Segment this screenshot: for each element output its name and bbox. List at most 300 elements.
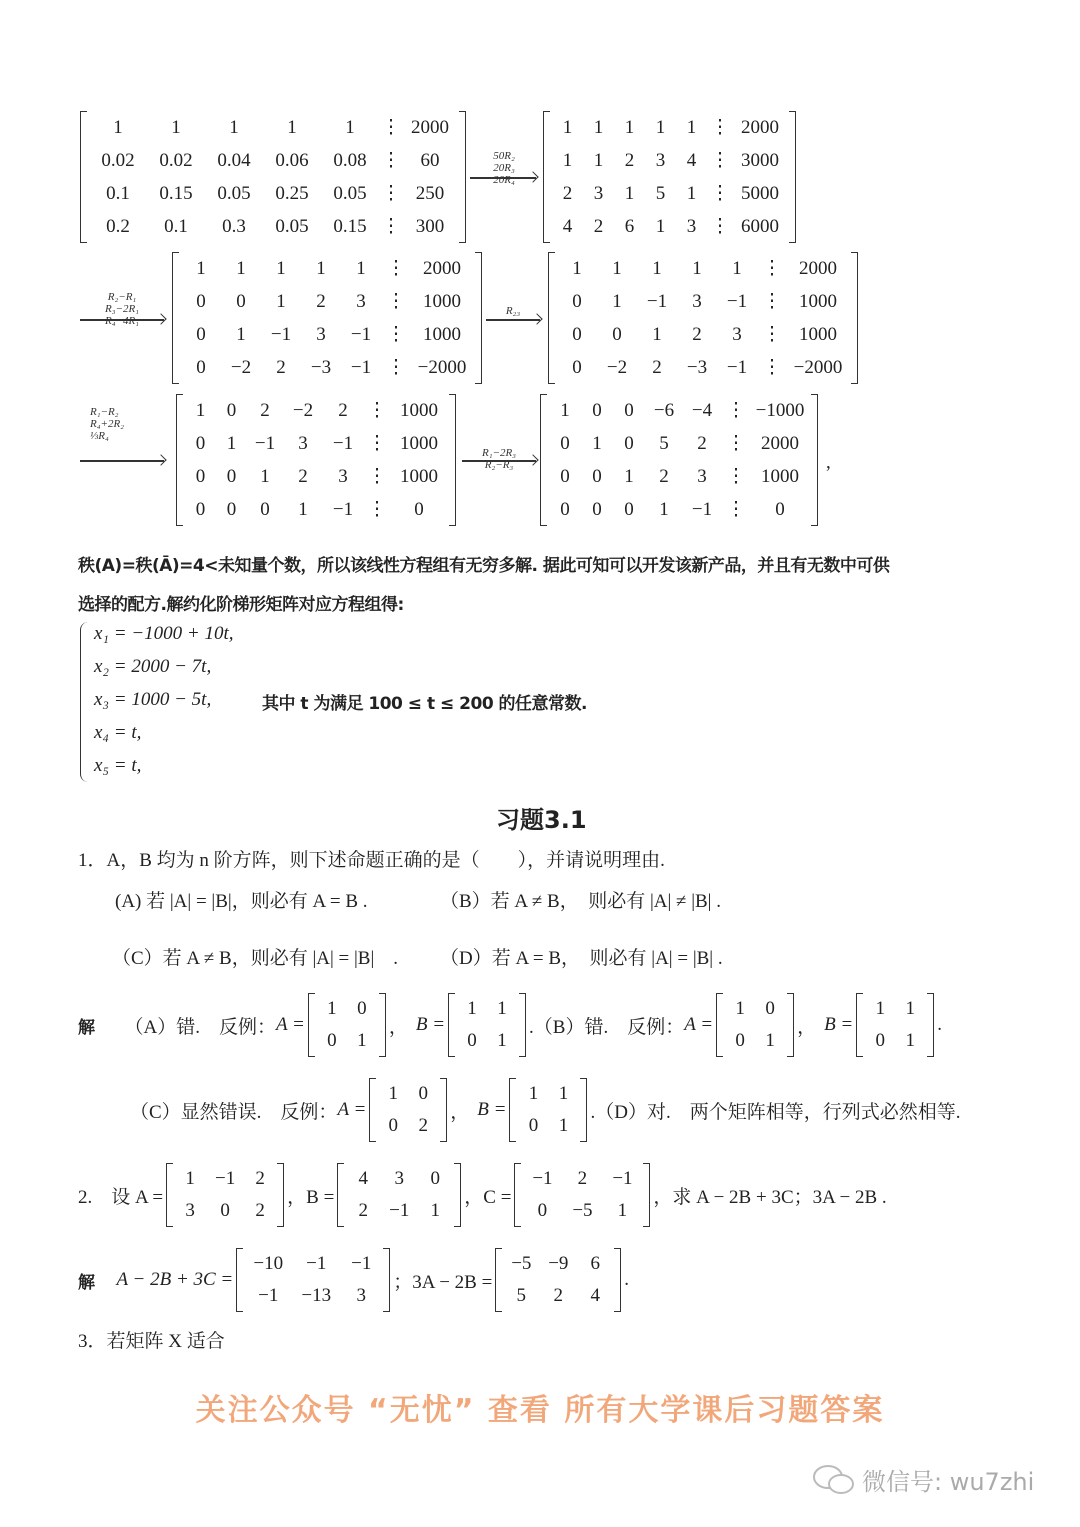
equation: x₂ = 2000 − 7t, xyxy=(94,656,212,677)
matrix-cell: 0 xyxy=(592,465,602,487)
matrix-cell: 0 xyxy=(260,498,270,520)
text: 2. 设 A = xyxy=(78,1186,164,1208)
matrix-cell: 1 xyxy=(593,116,604,138)
matrix-separator: ⋮ xyxy=(381,150,401,171)
matrix-cell: 0 xyxy=(220,1200,230,1221)
matrix-cell: 0 xyxy=(612,323,622,345)
matrix-cell: 1 xyxy=(287,116,297,138)
matrix-cell: −3 xyxy=(686,356,708,378)
matrix-cell: 2 xyxy=(418,1115,429,1136)
option-c: （C）若 A ≠ B，则必有 |A| = |B| . xyxy=(112,948,399,969)
matrix-cell: 0 xyxy=(418,1083,429,1104)
section-title: 习题3.1 xyxy=(496,806,587,834)
matrix-cell: 0 xyxy=(195,465,206,487)
matrix-cell: 2 xyxy=(255,1200,265,1221)
matrix-cell: 1 xyxy=(686,182,697,204)
wechat-icon xyxy=(812,1464,856,1496)
matrix-cell: 1 xyxy=(624,182,635,204)
matrix-separator: ⋮ xyxy=(726,433,746,454)
matrix-cell: 2 xyxy=(593,215,604,237)
matrix-cell: 0.04 xyxy=(217,149,251,171)
matrix-cell: 0.05 xyxy=(333,182,367,204)
matrix-cell: 1 xyxy=(357,1030,367,1051)
matrix-cell: 1 xyxy=(624,465,634,487)
matrix-cell: 1 xyxy=(171,116,181,138)
matrix-cell: 2 xyxy=(255,1168,265,1189)
matrix-cell: 1 xyxy=(276,257,286,279)
matrix-cell: 0 xyxy=(875,1030,886,1051)
matrix-cell: −1 xyxy=(270,323,292,345)
matrix-step2 xyxy=(172,252,482,384)
matrix-cell: 0 xyxy=(624,498,634,520)
matrix-cell: 3 xyxy=(356,290,366,312)
arrow-label xyxy=(474,150,534,186)
text: B = xyxy=(415,1014,446,1035)
row-operation: R₄+2R₂ xyxy=(90,418,125,430)
trailing-comma: , xyxy=(826,452,831,473)
matrix-cell: −5 xyxy=(572,1200,593,1221)
matrix-separator: ⋮ xyxy=(386,291,406,312)
matrix-cell: 0 xyxy=(624,399,634,421)
matrix-cell: 6 xyxy=(624,215,635,237)
matrix-cell: 3 xyxy=(732,323,742,345)
matrix-cell: 1 xyxy=(572,257,582,279)
matrix-cell: 2 xyxy=(659,465,669,487)
matrix-cell: 5 xyxy=(659,432,669,454)
matrix-cell: −1 xyxy=(332,432,354,454)
matrix-cell: 2 xyxy=(562,182,573,204)
matrix-cell: 1 xyxy=(226,432,237,454)
matrix-separator: ⋮ xyxy=(762,291,782,312)
matrix-separator: ⋮ xyxy=(381,117,401,138)
matrix-separator: ⋮ xyxy=(367,400,387,421)
matrix-cell: −2 xyxy=(230,356,252,378)
matrix-separator: ⋮ xyxy=(762,258,782,279)
matrix-separator: ⋮ xyxy=(367,499,387,520)
matrix-cell: 0.05 xyxy=(217,182,251,204)
text: A = xyxy=(684,1014,714,1035)
text: A = xyxy=(275,1014,305,1035)
equation: x₃ = 1000 − 5t, xyxy=(94,689,212,710)
matrix-cell: 250 xyxy=(415,182,445,204)
matrix-separator: ⋮ xyxy=(710,183,730,204)
matrix-cell: 1 xyxy=(659,498,669,520)
matrix-cell: 3000 xyxy=(741,149,779,171)
matrix-cell: 1 xyxy=(260,465,270,487)
matrix xyxy=(308,993,386,1057)
matrix-cell: 0 xyxy=(236,290,246,312)
matrix-cell: 1 xyxy=(113,116,123,138)
matrix xyxy=(509,1078,587,1142)
row-operation: 20R₃ xyxy=(493,162,515,174)
arrow-label xyxy=(90,406,150,442)
text: ；3A − 2B = xyxy=(393,1271,493,1293)
conclusion-line-2: 选择的配方.解约化阶梯形矩阵对应方程组得: xyxy=(78,595,404,615)
matrix-cell: −1 xyxy=(332,498,354,520)
matrix-cell: 1 xyxy=(236,257,246,279)
matrix-cell: −6 xyxy=(653,399,675,421)
matrix-separator: ⋮ xyxy=(726,499,746,520)
matrix-cell: 0 xyxy=(765,998,775,1019)
matrix-reduced xyxy=(540,394,818,526)
matrix-cell: 0 xyxy=(572,290,582,312)
matrix-cell: 0 xyxy=(572,323,582,345)
matrix-cell: 3 xyxy=(394,1168,405,1189)
matrix-cell: 1 xyxy=(562,149,573,171)
matrix-cell: 2000 xyxy=(741,116,779,138)
text: . xyxy=(624,1269,630,1290)
matrix-cell: −1 xyxy=(726,356,748,378)
matrix-cell: 0 xyxy=(592,498,602,520)
matrix-cell: 0.2 xyxy=(106,215,130,237)
matrix-cell: 2 xyxy=(553,1285,564,1306)
matrix-cell: 5000 xyxy=(741,182,779,204)
matrix-cell: −5 xyxy=(511,1253,532,1274)
option-d: （D）若 A = B， 则必有 |A| = |B| . xyxy=(440,948,723,969)
text: B = xyxy=(477,1099,507,1120)
question-3-stem: 3．若矩阵 X 适合 xyxy=(78,1331,225,1352)
matrix-cell: 0 xyxy=(226,465,237,487)
matrix-cell: 0.02 xyxy=(101,149,135,171)
matrix-cell: 2 xyxy=(624,149,635,171)
matrix-cell: 1 xyxy=(195,399,206,421)
solution-2 xyxy=(78,1248,629,1312)
matrix-cell: −9 xyxy=(548,1253,569,1274)
matrix-cell: 4 xyxy=(358,1168,369,1189)
row-operation: R₁−R₂ xyxy=(90,406,119,418)
row-operation: R₂−R₃ xyxy=(484,459,514,471)
matrix-cell: 1 xyxy=(356,257,366,279)
matrix-cell: −10 xyxy=(253,1253,284,1274)
matrix-cell: 2 xyxy=(697,432,707,454)
matrix-cell: 3 xyxy=(356,1285,367,1306)
matrix-cell: 0 xyxy=(572,356,582,378)
option-a: (A) 若 |A| = |B|，则必有 A = B . xyxy=(115,891,368,912)
matrix-cell: 0.08 xyxy=(333,149,367,171)
matrix-cell: 1 xyxy=(735,998,745,1019)
matrix-cell: −1 xyxy=(350,356,372,378)
matrix-cell: 5 xyxy=(516,1285,527,1306)
matrix-cell: −2000 xyxy=(417,356,467,378)
row-operation: R₂−R₁ xyxy=(107,291,137,303)
row-operation: 20R₄ xyxy=(493,174,515,186)
matrix-separator: ⋮ xyxy=(386,357,406,378)
matrix-cell: 1 xyxy=(905,998,916,1019)
matrix xyxy=(369,1078,447,1142)
matrix-cell: 1 xyxy=(652,323,662,345)
matrix-cell: −1 xyxy=(612,1168,633,1189)
matrix xyxy=(716,993,794,1057)
solution-1-cd xyxy=(130,1078,960,1142)
matrix-cell: 2000 xyxy=(799,257,837,279)
wechat-footer xyxy=(812,1462,1034,1497)
arrow-label xyxy=(495,305,531,317)
matrix-cell: −2 xyxy=(606,356,628,378)
matrix-separator: ⋮ xyxy=(381,183,401,204)
text: ，C = xyxy=(464,1186,512,1208)
matrix-cell: 0 xyxy=(196,356,206,378)
question-1-stem: 1．A，B 均为 n 阶方阵，则下述命题正确的是（ ），并请说明理由. xyxy=(78,850,665,871)
matrix-cell: 2 xyxy=(652,356,662,378)
matrix-cell: 1 xyxy=(196,257,206,279)
text: （C）显然错误. 反例： xyxy=(130,1101,338,1123)
matrix-cell: −4 xyxy=(691,399,713,421)
matrix-cell: 1 xyxy=(497,1030,507,1051)
matrix-cell: 1 xyxy=(185,1168,195,1189)
matrix-cell: 0.1 xyxy=(106,182,130,204)
matrix-cell: 4 xyxy=(562,215,573,237)
matrix-separator: ⋮ xyxy=(367,466,387,487)
left-brace xyxy=(80,622,91,782)
matrix-cell: 0 xyxy=(357,998,367,1019)
text: （A）错. 反例： xyxy=(124,1016,276,1038)
arrow-label xyxy=(90,291,154,327)
equation: x₄ = t, xyxy=(94,722,142,743)
matrix-separator: ⋮ xyxy=(762,357,782,378)
matrix-cell: 2000 xyxy=(423,257,461,279)
matrix-cell: 0 xyxy=(560,432,570,454)
matrix-cell: 3 xyxy=(298,432,308,454)
matrix-cell: 0 xyxy=(196,323,206,345)
matrix-cell: 1 xyxy=(624,116,635,138)
matrix-cell: 0 xyxy=(195,432,206,454)
matrix-cell: 1 xyxy=(655,116,666,138)
text: ，求 A − 2B + 3C；3A − 2B . xyxy=(653,1186,887,1208)
text: . xyxy=(937,1014,943,1035)
parameter-note: 其中 t 为满足 100 ≤ t ≤ 200 的任意常数. xyxy=(262,694,588,714)
matrix-cell: 1 xyxy=(229,116,239,138)
matrix-cell: −1 xyxy=(306,1253,327,1274)
matrix-cell: 1 xyxy=(316,257,326,279)
text: .（D）对. 两个矩阵相等，行列式必然相等. xyxy=(590,1101,961,1123)
matrix-cell: 1 xyxy=(875,998,886,1019)
matrix-cell: 0 xyxy=(388,1115,399,1136)
matrix-cell: −1 xyxy=(726,290,748,312)
matrix-cell: −1 xyxy=(254,432,276,454)
arrow-icon xyxy=(80,460,164,462)
row-operation: R₃−2R₁ xyxy=(104,303,139,315)
matrix-separator: ⋮ xyxy=(710,150,730,171)
matrix-cell: 0 xyxy=(592,399,602,421)
matrix-separator: ⋮ xyxy=(381,216,401,237)
matrix-cell: 2000 xyxy=(411,116,449,138)
matrix-cell: 1 xyxy=(692,257,702,279)
matrix-cell: 2 xyxy=(298,465,308,487)
text: ， xyxy=(450,1101,470,1123)
matrix-initial xyxy=(80,111,466,243)
matrix-cell: 2 xyxy=(276,356,286,378)
matrix-cell: 0.25 xyxy=(275,182,309,204)
matrix-cell: 2000 xyxy=(761,432,799,454)
matrix-cell: 3 xyxy=(316,323,326,345)
matrix-cell: 60 xyxy=(420,149,440,171)
matrix-cell: 1 xyxy=(732,257,742,279)
equation: x₅ = t, xyxy=(94,755,142,776)
matrix-cell: 1 xyxy=(276,290,286,312)
matrix-cell: 0.06 xyxy=(275,149,309,171)
matrix-cell: 6000 xyxy=(741,215,779,237)
arrow-label xyxy=(467,447,531,471)
matrix-cell: 1 xyxy=(593,149,604,171)
matrix-cell: 1 xyxy=(612,290,622,312)
matrix-cell: 1000 xyxy=(761,465,799,487)
matrix-cell: −1000 xyxy=(755,399,805,421)
row-operation: R₁−2R₃ xyxy=(481,447,516,459)
row-operation: ⅓R₄ xyxy=(90,430,109,442)
matrix-cell: 0.05 xyxy=(275,215,309,237)
matrix-cell: 1 xyxy=(612,257,622,279)
matrix-cell: 0 xyxy=(467,1030,477,1051)
text: ， xyxy=(797,1016,817,1038)
option-b: （B）若 A ≠ B， 则必有 |A| ≠ |B| . xyxy=(440,891,721,912)
matrix-cell: 0 xyxy=(775,498,785,520)
text: A = xyxy=(337,1099,367,1120)
solution-label: 解 xyxy=(78,1017,95,1038)
matrix-cell: 0.15 xyxy=(333,215,367,237)
matrix-cell: 2 xyxy=(338,399,348,421)
matrix-cell: 3 xyxy=(655,149,666,171)
matrix xyxy=(856,993,934,1057)
matrix-cell: 1 xyxy=(558,1083,569,1104)
matrix-separator: ⋮ xyxy=(762,324,782,345)
matrix-cell: 0 xyxy=(327,1030,337,1051)
matrix-cell: 0.1 xyxy=(164,215,188,237)
matrix xyxy=(448,993,526,1057)
matrix-cell: 1 xyxy=(686,116,697,138)
matrix-cell: 1 xyxy=(298,498,308,520)
matrix-cell: 1000 xyxy=(799,323,837,345)
matrix-cell: 5 xyxy=(655,182,666,204)
matrix-cell: 0 xyxy=(537,1200,548,1221)
matrix-cell: 1 xyxy=(388,1083,399,1104)
text: A − 2B + 3C = xyxy=(116,1269,234,1290)
matrix-cell: 0.3 xyxy=(222,215,246,237)
matrix-separator: ⋮ xyxy=(367,433,387,454)
wechat-id: 微信号: wu7zhi xyxy=(862,1468,1035,1496)
matrix-cell: 4 xyxy=(590,1285,601,1306)
matrix-cell: 0 xyxy=(196,290,206,312)
matrix-separator: ⋮ xyxy=(726,400,746,421)
matrix-cell: 0 xyxy=(195,498,206,520)
text: ， xyxy=(388,1016,408,1038)
matrix-cell: 1 xyxy=(467,998,477,1019)
matrix-cell: 6 xyxy=(590,1253,601,1274)
matrix-cell: 1 xyxy=(558,1115,569,1136)
row-operation: R₂₃ xyxy=(505,305,521,317)
matrix-cell: 2 xyxy=(316,290,326,312)
matrix-cell: 1000 xyxy=(423,323,461,345)
text: B = xyxy=(824,1014,854,1035)
matrix-cell: −1 xyxy=(532,1168,553,1189)
matrix-cell: 0 xyxy=(414,498,424,520)
matrix-cell: 2 xyxy=(577,1168,588,1189)
matrix-cell: 1000 xyxy=(400,399,438,421)
matrix-b xyxy=(337,1163,461,1227)
matrix-cell: 0 xyxy=(528,1115,539,1136)
conclusion-line-1: 秩(A)=秩(Ā)=4<未知量个数，所以该线性方程组有无穷多解. 据此可知可以开发该新产品，并且有无数中可供 xyxy=(78,556,890,576)
matrix-cell: 3 xyxy=(692,290,702,312)
matrix-cell: −13 xyxy=(301,1285,332,1306)
matrix-cell: 1 xyxy=(617,1200,628,1221)
matrix-cell: 0 xyxy=(226,498,237,520)
matrix-cell: −1 xyxy=(350,323,372,345)
matrix-cell: 1000 xyxy=(799,290,837,312)
matrix-cell: 2 xyxy=(692,323,702,345)
matrix-cell: 0 xyxy=(560,465,570,487)
matrix-cell: 3 xyxy=(697,465,707,487)
matrix-step1 xyxy=(543,111,796,243)
matrix-cell: 1 xyxy=(345,116,355,138)
matrix-cell: 1000 xyxy=(400,432,438,454)
matrix-answer-2 xyxy=(495,1248,621,1312)
matrix-cell: 300 xyxy=(415,215,445,237)
watermark: 关注公众号 “无忧” 查看 所有大学课后习题答案 xyxy=(195,1393,885,1428)
arrow-icon xyxy=(486,319,540,321)
question-2 xyxy=(78,1163,887,1227)
matrix-cell: −1 xyxy=(258,1285,279,1306)
matrix-cell: −1 xyxy=(351,1253,372,1274)
matrix-cell: 3 xyxy=(338,465,348,487)
matrix-cell: −2 xyxy=(292,399,314,421)
matrix-step3 xyxy=(548,252,858,384)
matrix-cell: 1 xyxy=(592,432,602,454)
matrix-cell: 4 xyxy=(686,149,697,171)
matrix-cell: −1 xyxy=(646,290,668,312)
matrix-separator: ⋮ xyxy=(726,466,746,487)
matrix-cell: 1 xyxy=(562,116,573,138)
matrix-cell: 0 xyxy=(560,498,570,520)
matrix-cell: 0 xyxy=(624,432,634,454)
matrix-cell: 2 xyxy=(358,1200,369,1221)
matrix-cell: 1 xyxy=(765,1030,775,1051)
solution-label: 解 xyxy=(78,1272,95,1293)
matrix-cell: 1000 xyxy=(423,290,461,312)
row-operation: 50R₂ xyxy=(493,150,515,162)
matrix-cell: 0.15 xyxy=(159,182,193,204)
matrix-step4 xyxy=(176,394,456,526)
matrix-cell: −1 xyxy=(691,498,713,520)
matrix-cell: 1 xyxy=(327,998,337,1019)
matrix-cell: 0.02 xyxy=(159,149,193,171)
text: .（B）错. 反例： xyxy=(529,1016,685,1038)
matrix-separator: ⋮ xyxy=(386,324,406,345)
matrix-cell: 1 xyxy=(528,1083,539,1104)
matrix-cell: −3 xyxy=(310,356,332,378)
matrix-cell: 3 xyxy=(185,1200,195,1221)
matrix-separator: ⋮ xyxy=(710,216,730,237)
row-operation: R₄−4R₁ xyxy=(104,315,139,327)
matrix-cell: 1 xyxy=(905,1030,916,1051)
matrix-separator: ⋮ xyxy=(710,117,730,138)
matrix-cell: 1 xyxy=(652,257,662,279)
matrix-cell: 1 xyxy=(236,323,246,345)
matrix-c xyxy=(514,1163,650,1227)
matrix-separator: ⋮ xyxy=(386,258,406,279)
matrix-cell: 1 xyxy=(655,215,666,237)
matrix-cell: −2000 xyxy=(793,356,843,378)
matrix-cell: 3 xyxy=(686,215,697,237)
matrix-cell: −1 xyxy=(215,1168,236,1189)
equation: x₁ = −1000 + 10t, xyxy=(94,623,234,644)
matrix-cell: 0 xyxy=(735,1030,745,1051)
matrix-cell: 0 xyxy=(226,399,237,421)
matrix-cell: 1 xyxy=(560,399,570,421)
text: ，B = xyxy=(287,1186,335,1208)
solution-1-ab xyxy=(78,993,942,1057)
matrix-cell: 1000 xyxy=(400,465,438,487)
matrix-answer-1 xyxy=(236,1248,390,1312)
matrix-cell: 1 xyxy=(430,1200,441,1221)
